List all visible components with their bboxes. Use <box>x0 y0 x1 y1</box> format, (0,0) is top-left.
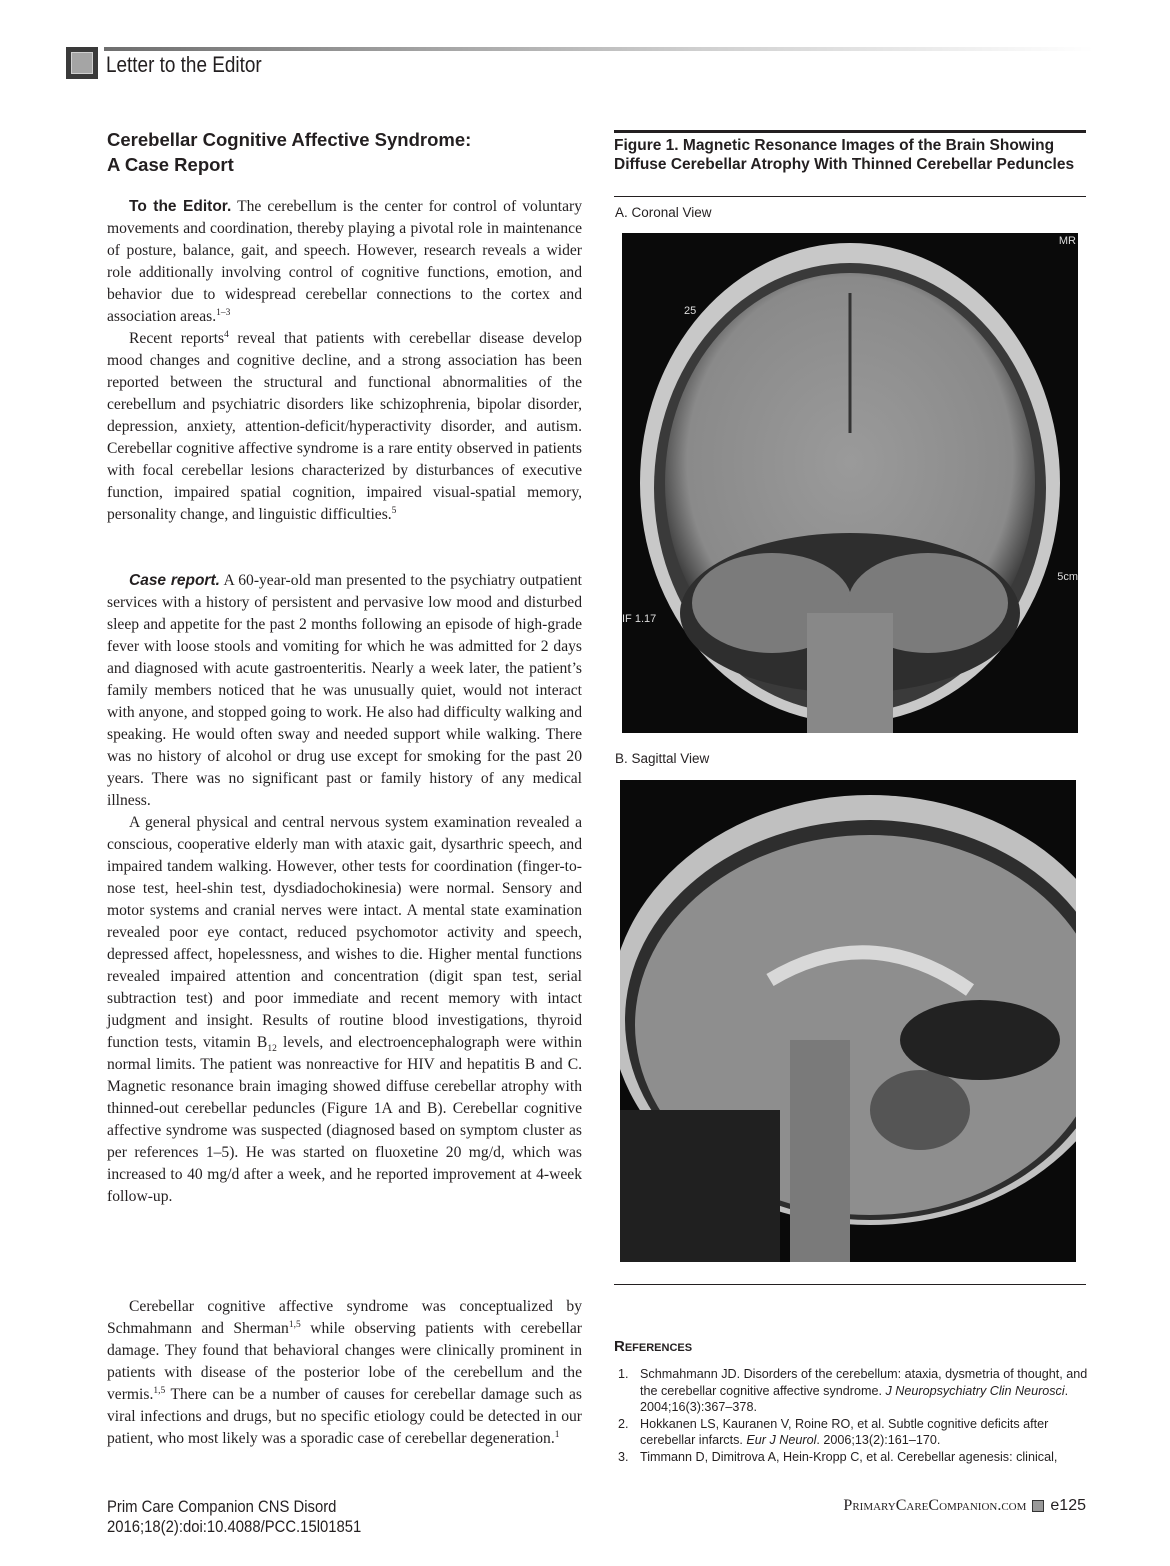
paragraph-text: There can be a number of causes for cerebellar damage such as viral infections and drugs, but no specific etiology could be detected in our patient, who most likely was a sporadic case of cerebellar degeneration. <box>107 1386 582 1447</box>
citation: 1 <box>554 1429 560 1440</box>
footer-site-link[interactable]: PrimaryCareCompanion.com <box>843 1497 1027 1514</box>
footer-journal: Prim Care Companion CNS Disord <box>107 1498 337 1516</box>
section-title: Letter to the Editor <box>106 52 262 77</box>
reference-text: Schmahmann JD. Disorders of the cerebellum: ataxia, dysmetria of thought, and the cerebellar cognitive affective syndrome. <box>640 1367 1088 1398</box>
paragraph-text: reveal that patients with cerebellar disease develop mood changes and cognitive decline, and a strong association has been reported between the structural and functional abnormalities of the cerebellum and psychiatric disorders like schizophrenia, bipolar disorder, depression, anxiety, attention-deficit/hyperactivity disorder, and autism. Cerebellar cognitive affective syndrome is a rare entity observed in patients with focal cerebellar lesions characterized by disturbances of executive function, impaired spatial cognition, impaired visual-spatial memory, personality change, and linguistic difficulties. <box>107 330 582 523</box>
paragraph-text: A general physical and central nervous system examination revealed a conscious, cooperative elderly man with ataxic gait, dysarthric speech, and impaired tandem walking. However, other tests for coordination (finger-to-nose test, heel-shin test, dysdiadochokinesia) were normal. Sensory and motor systems and cranial nerves were intact. A mental state examination revealed poor eye contact, reduced psychomotor activity and speech, depressed affect, hopelessness, and wishes to die. Higher mental functions revealed impaired attention and concentration (digit span test, serial subtraction test) and poor immediate and recent memory with intact judgment and insight. Results of routine blood investigations, thyroid function tests, vitamin B <box>107 814 582 1051</box>
citation: 1–3 <box>216 307 231 318</box>
paragraph-text: A 60-year-old man presented to the psychiatry outpatient services with a history of persistent and pervasive low mood and disturbed sleep and appetite for the past 2 months following an episode of high-grade fever with loose stools and vomiting for which he was admitted for 2 days and diagnosed with acute gastroenteritis. Nearly a week later, the patient’s family members noticed that he was unusually quiet, would not interact with anyone, and stopped going to work. He also had difficulty walking and speaking. He would often sway and needed support while walking. There was no history of alcohol or drug use except for smoking for the past 20 years. There was no significant past or family history of any medical illness. <box>107 572 583 809</box>
paragraph-examination <box>107 812 582 1208</box>
article-title <box>107 127 471 177</box>
body-column-case <box>107 570 582 1208</box>
footer-doi: 2016;18(2):doi:10.4088/PCC.15l01851 <box>107 1518 362 1536</box>
reference-text: Timmann D, Dimitrova A, Hein-Kropp C, et al. Cerebellar agenesis: clinical, <box>640 1449 1058 1464</box>
body-column-top <box>107 196 582 526</box>
paragraph-text: while observing patients with cerebellar damage. They found that behavioral changes were clinically prominent in patients with disease of the posterior lobe of the cerebellum and the vermis. <box>107 1320 582 1403</box>
mri-sagittal-image <box>620 780 1076 1262</box>
lead-in: To the Editor. <box>129 198 232 215</box>
page-number: e125 <box>1050 1497 1086 1514</box>
figure-top-rule <box>614 130 1086 133</box>
figure-caption-rule <box>614 196 1086 197</box>
citation: 5 <box>391 505 397 516</box>
footer-right <box>843 1497 1086 1515</box>
reference-text: Hokkanen LS, Kauranen V, Roine RO, et al. Subtle cognitive deficits after cerebellar infarcts. <box>640 1416 1049 1447</box>
section-marker-icon <box>66 47 98 79</box>
lead-in: Case report. <box>129 572 220 589</box>
citation: 1,5 <box>288 1319 301 1330</box>
reference-item <box>618 1449 1088 1466</box>
reference-citation: . 2006;13(2):161–170. <box>816 1433 941 1447</box>
figure-caption: Figure 1. Magnetic Resonance Images of the Brain Showing Diffuse Cerebellar Atrophy With Thinned Cerebellar Peduncles <box>614 137 1075 173</box>
image-overlay-text: 5cm <box>1057 571 1078 583</box>
reference-number: 2. <box>618 1416 629 1431</box>
reference-item <box>618 1366 1088 1416</box>
reference-journal: J Neuropsychiatry Clin Neurosci <box>885 1383 1065 1398</box>
title-line-2: A Case Report <box>107 154 234 175</box>
paragraph-text: Recent reports <box>129 330 225 347</box>
references-list <box>618 1366 1088 1465</box>
title-line-1: Cerebellar Cognitive Affective Syndrome: <box>107 129 472 150</box>
header-rule <box>104 47 1094 51</box>
reference-item <box>618 1416 1088 1449</box>
image-overlay-text: IF 1.17 <box>622 613 657 625</box>
citation: 1,5 <box>153 1385 166 1396</box>
sagittal-brain-graphic <box>620 780 1076 1262</box>
reference-citation: . 2004;16(3):367–378. <box>640 1383 1069 1414</box>
paragraph-discussion <box>107 1296 582 1450</box>
reference-number: 1. <box>618 1367 629 1381</box>
citation: 4 <box>224 329 229 340</box>
panel-b-label: B. Sagittal View <box>615 751 710 766</box>
reference-journal: Eur J Neurol <box>746 1433 817 1447</box>
reference-number: 3. <box>618 1449 629 1464</box>
subscript: 12 <box>267 1044 277 1055</box>
paragraph-case-report <box>107 570 582 812</box>
references-heading: References <box>614 1338 693 1355</box>
image-overlay-text: MR <box>1058 235 1076 247</box>
paragraph-text: Cerebellar cognitive affective syndrome was conceptualized by Schmahmann and Sherman <box>107 1298 582 1337</box>
body-column-discussion <box>107 1296 582 1450</box>
footer-citation <box>107 1497 361 1537</box>
panel-a-label: A. Coronal View <box>615 205 712 220</box>
paragraph-recent-reports <box>107 328 582 526</box>
separator-square-icon <box>1032 1500 1044 1512</box>
figure-bottom-rule <box>614 1284 1086 1285</box>
paragraph-text: levels, and electroencephalograph were within normal limits. The patient was nonreactive for HIV and hepatitis B and C. Magnetic resonance brain imaging showed diffuse cerebellar atrophy with thinned-out cerebellar peduncles (Figure 1A and B). Cerebellar cognitive affective syndrome was suspected (diagnosed based on symptom cluster as per references 1–5). He was started on fluoxetine 20 mg/d, which was increased to 40 mg/d after a week, and he reported improvement at 4-week follow-up. <box>107 1034 582 1205</box>
image-overlay-text: 25 <box>684 305 697 317</box>
paragraph-text: The cerebellum is the center for control of voluntary movements and coordination, thereby playing a pivotal role in maintenance of posture, balance, gait, and speech. However, research reveals a wider role additionally involving control of cognitive functions, emotion, and behavior due to widespread cerebellar connections to the cortex and association areas. <box>107 198 583 325</box>
paragraph-intro <box>107 196 582 328</box>
mri-coronal-image <box>622 233 1078 733</box>
